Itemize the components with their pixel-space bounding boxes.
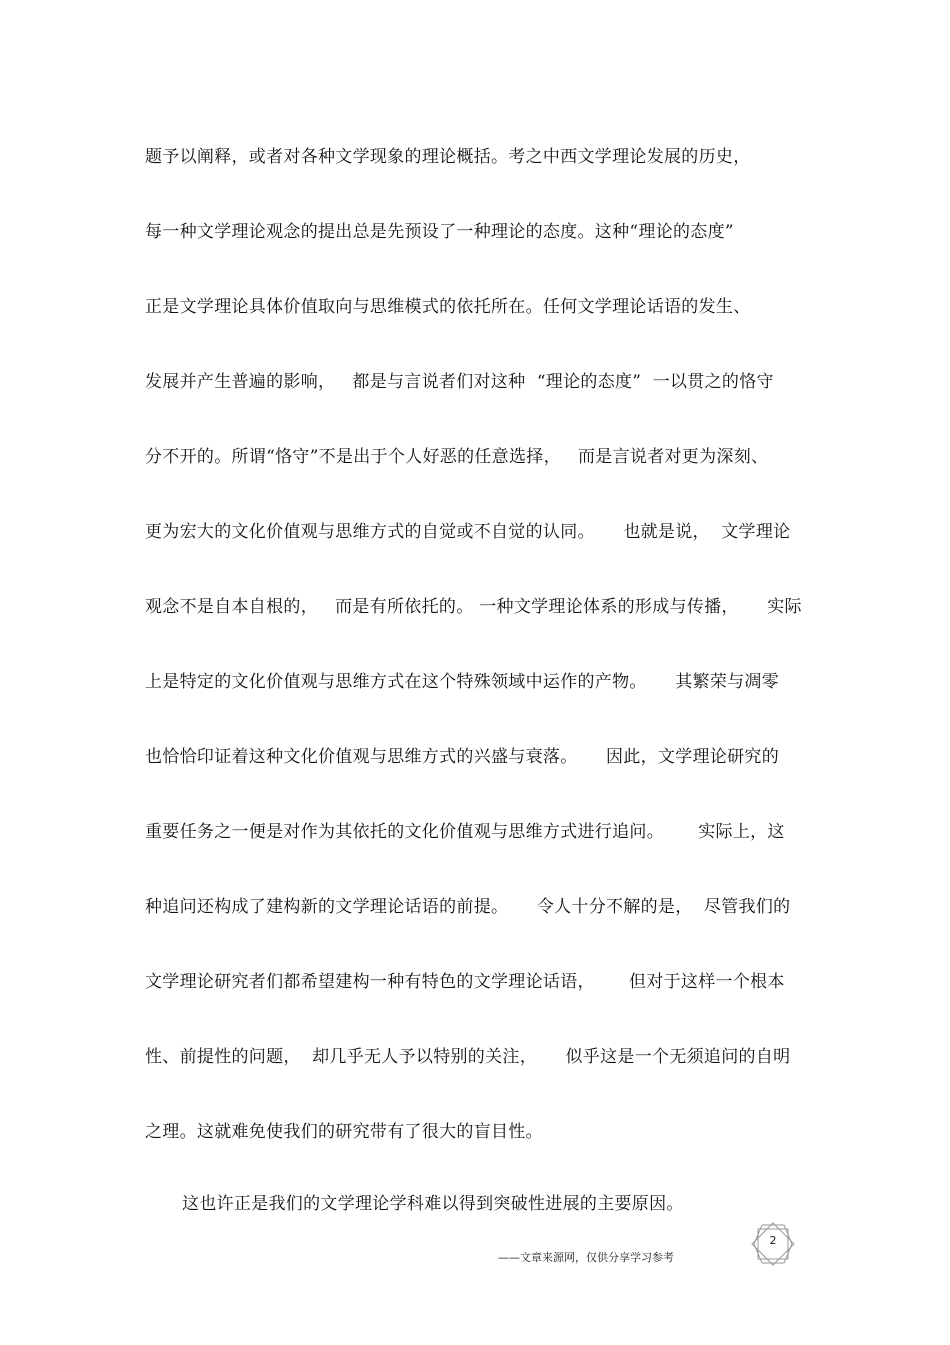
paragraph-line: 重要任务之一便是对作为其依托的文化价值观与思维方式进行追问。 实际上，这 [145,822,785,842]
paragraph-line: 之理。这就难免使我们的研究带有了很大的盲目性。 [145,1122,543,1142]
paragraph-line: 文学理论研究者们都希望建构一种有特色的文学理论话语， 但对于这样一个根本 [145,972,785,992]
paragraph-line: 正是文学理论具体价值取向与思维模式的依托所在。任何文学理论话语的发生、 [145,297,751,317]
paragraph-line: 题予以阐释，或者对各种文学现象的理论概括。考之中西文学理论发展的历史， [145,147,751,167]
closing-line: 这也许正是我们的文学理论学科难以得到突破性进展的主要原因。 [182,1194,684,1214]
page-number-badge [750,1222,796,1266]
paragraph-line: 观念不是自本自根的， 而是有所依托的。 一种文学理论体系的形成与传播， 实际 [145,597,802,617]
source-note: ——文章来源网，仅供分享学习参考 [498,1251,674,1264]
paragraph-line: 也恰恰印证着这种文化价值观与思维方式的兴盛与衰落。 因此，文学理论研究的 [145,747,780,767]
paragraph-line: 分不开的。所谓“恪守”不是出于个人好恶的任意选择， 而是言说者对更为深刻、 [145,447,769,467]
paragraph-line: 上是特定的文化价值观与思维方式在这个特殊领域中运作的产物。 其繁荣与凋零 [145,672,780,692]
paragraph-line: 发展并产生普遍的影响， 都是与言说者们对这种 “理论的态度” 一以贯之的恪守 [145,372,774,392]
paragraph-line: 更为宏大的文化价值观与思维方式的自觉或不自觉的认同。 也就是说， 文学理论 [145,522,791,542]
paragraph-line: 种追问还构成了建构新的文学理论话语的前提。 令人十分不解的是， 尽管我们的 [145,897,791,917]
paragraph-line: 每一种文学理论观念的提出总是先预设了一种理论的态度。这种“理论的态度” [145,222,734,242]
paragraph-line: 性、前提性的问题， 却几乎无人予以特别的关注， 似乎这是一个无须追问的自明 [145,1047,791,1067]
page-number: 2 [769,1234,777,1247]
